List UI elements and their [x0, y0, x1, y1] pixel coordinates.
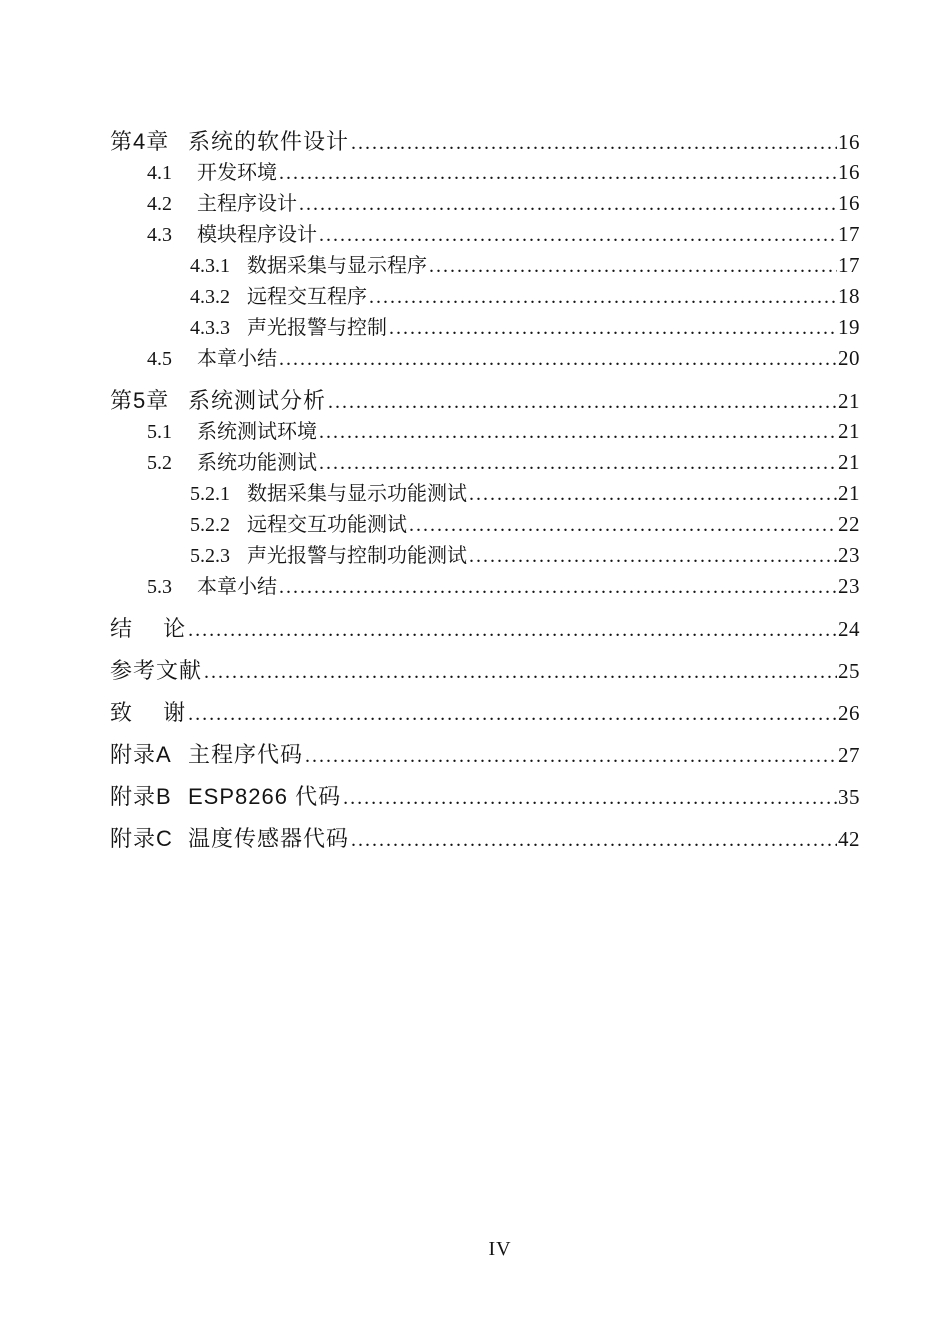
toc-entry-title: 系统测试环境: [197, 421, 317, 443]
toc-entry-number: 附录C: [110, 826, 173, 851]
toc-entry-number: 4.3.2: [190, 286, 230, 308]
toc-entry: [110, 384, 860, 415]
toc-entry-number: 第4章: [110, 129, 170, 154]
toc-entry-number: 4.3.3: [190, 317, 230, 339]
toc-entry: [110, 654, 860, 685]
toc-entry: [110, 156, 860, 187]
toc-entry-title: 参考文献: [110, 658, 203, 683]
toc-entry-number: 5.1: [147, 421, 172, 443]
table-of-contents: [110, 125, 860, 853]
toc-entry-title: 结 论: [110, 616, 187, 641]
toc-entry: [110, 311, 860, 342]
dot-leader: [279, 162, 837, 185]
toc-entry-number: 5.2: [147, 452, 172, 474]
toc-entry-title: 声光报警与控制: [247, 317, 387, 339]
toc-entry-title: 数据采集与显示程序: [247, 255, 427, 277]
dot-leader: [188, 703, 837, 726]
toc-entry: [110, 125, 860, 156]
toc-entry-page: 21: [838, 481, 860, 505]
toc-entry-page: 18: [838, 284, 860, 308]
dot-leader: [319, 452, 837, 475]
toc-entry-title: 模块程序设计: [197, 224, 317, 246]
toc-entry-number: 4.5: [147, 348, 172, 370]
toc-entry-page: 23: [838, 574, 860, 598]
toc-entry-title: 声光报警与控制功能测试: [247, 545, 467, 567]
toc-entry: [110, 508, 860, 539]
toc-entry-page: 16: [838, 191, 860, 215]
toc-entry: [110, 570, 860, 601]
dot-leader: [429, 255, 837, 278]
dot-leader: [319, 224, 837, 247]
toc-entry-number: 附录A: [110, 742, 172, 767]
toc-entry-title: 主程序代码: [188, 742, 304, 767]
toc-entry-page: 17: [838, 253, 860, 277]
toc-entry: [110, 738, 860, 769]
toc-entry-title: ESP8266 代码: [188, 784, 342, 809]
toc-entry: [110, 696, 860, 727]
toc-entry: [110, 539, 860, 570]
toc-entry-page: 35: [838, 785, 860, 809]
dot-leader: [279, 576, 837, 599]
dot-leader: [279, 348, 837, 371]
dot-leader: [369, 286, 837, 309]
toc-entry: [110, 477, 860, 508]
toc-entry: [110, 249, 860, 280]
toc-entry: [110, 342, 860, 373]
toc-entry-title: 远程交互程序: [247, 286, 367, 308]
toc-entry: [110, 280, 860, 311]
footer-page-number: IV: [488, 1238, 512, 1260]
dot-leader: [343, 787, 837, 810]
toc-entry-number: 4.2: [147, 193, 172, 215]
toc-entry-title: 系统测试分析: [188, 388, 327, 413]
toc-entry-page: 19: [838, 315, 860, 339]
toc-entry-page: 21: [838, 419, 860, 443]
toc-entry: [110, 822, 860, 853]
toc-entry-number: 附录B: [110, 784, 172, 809]
toc-entry-page: 42: [838, 827, 860, 851]
toc-entry-page: 27: [838, 743, 860, 767]
dot-leader: [299, 193, 837, 216]
toc-entry-page: 23: [838, 543, 860, 567]
dot-leader: [188, 619, 837, 642]
dot-leader: [409, 514, 837, 537]
toc-entry-title: 主程序设计: [197, 193, 297, 215]
toc-entry-number: 4.3: [147, 224, 172, 246]
toc-entry-title: 数据采集与显示功能测试: [247, 483, 467, 505]
toc-entry-title: 本章小结: [197, 576, 277, 598]
toc-entry-number: 5.2.3: [190, 545, 230, 567]
toc-entry-page: 22: [838, 512, 860, 536]
dot-leader: [319, 421, 837, 444]
toc-entry-page: 20: [838, 346, 860, 370]
toc-entry-page: 24: [838, 617, 860, 641]
toc-entry-number: 5.2.2: [190, 514, 230, 536]
dot-leader: [469, 545, 837, 568]
dot-leader: [328, 391, 837, 414]
toc-entry-title: 开发环境: [197, 162, 277, 184]
dot-leader: [351, 829, 837, 852]
toc-entry-page: 25: [838, 659, 860, 683]
toc-entry-title: 温度传感器代码: [188, 826, 350, 851]
dot-leader: [351, 132, 837, 155]
toc-entry-page: 16: [838, 160, 860, 184]
toc-entry-number: 5.2.1: [190, 483, 230, 505]
toc-entry-page: 21: [838, 450, 860, 474]
toc-entry-title: 远程交互功能测试: [247, 514, 407, 536]
dot-leader: [469, 483, 837, 506]
toc-entry-number: 第5章: [110, 388, 170, 413]
toc-entry-page: 26: [838, 701, 860, 725]
toc-entry-title: 系统的软件设计: [188, 129, 350, 154]
toc-entry: [110, 218, 860, 249]
dot-leader: [305, 745, 837, 768]
toc-entry: [110, 780, 860, 811]
dot-leader: [389, 317, 837, 340]
toc-entry-page: 17: [838, 222, 860, 246]
toc-entry-page: 21: [838, 389, 860, 413]
toc-entry-number: 4.3.1: [190, 255, 230, 277]
toc-entry-title: 致 谢: [110, 700, 187, 725]
toc-entry-title: 系统功能测试: [197, 452, 317, 474]
dot-leader: [204, 661, 837, 684]
toc-entry: [110, 612, 860, 643]
toc-entry: [110, 415, 860, 446]
toc-entry-title: 本章小结: [197, 348, 277, 370]
toc-entry-number: 5.3: [147, 576, 172, 598]
toc-entry-number: 4.1: [147, 162, 172, 184]
toc-entry-page: 16: [838, 130, 860, 154]
toc-entry: [110, 446, 860, 477]
toc-entry: [110, 187, 860, 218]
page-footer: [0, 1238, 950, 1261]
